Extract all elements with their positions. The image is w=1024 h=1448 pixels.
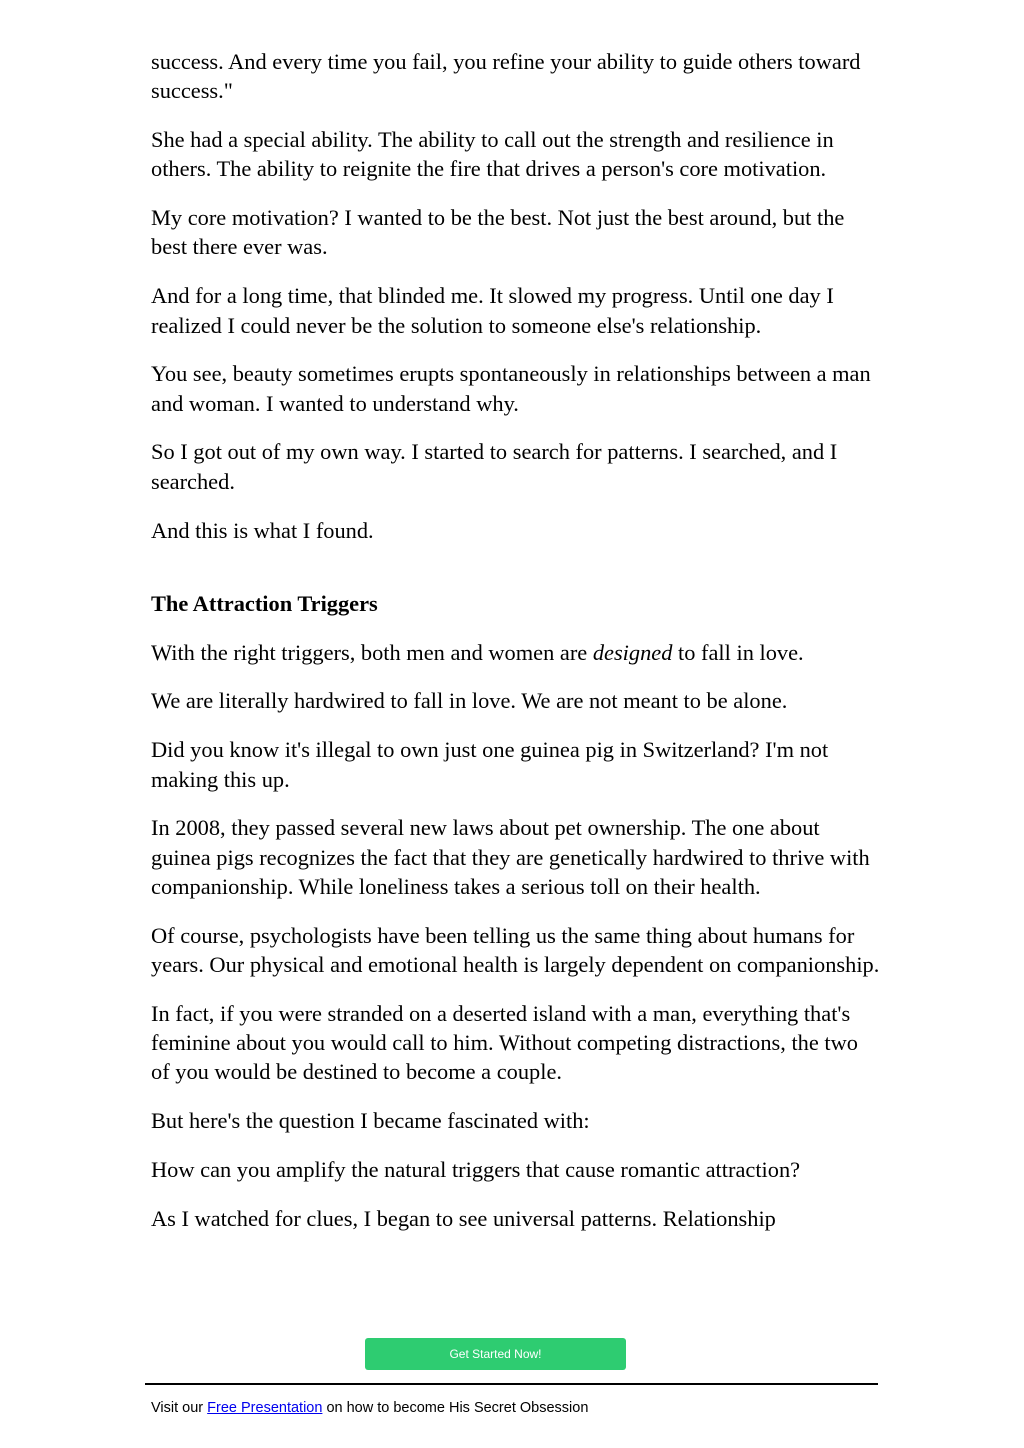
paragraph: In 2008, they passed several new laws about pet ownership. The one about guinea pigs recognizes the fact that they are genetically hardwired to thrive with companionship. While loneliness takes a serious toll on their health. <box>151 815 870 899</box>
paragraph-text: With the right triggers, both men and women are <box>151 639 593 665</box>
paragraph: As I watched for clues, I began to see universal patterns. Relationship <box>151 1205 776 1231</box>
paragraph: In fact, if you were stranded on a deserted island with a man, everything that's feminine about you would call to him. Without competing distractions, the two of you would be destined to become a couple. <box>151 1000 858 1085</box>
paragraph <box>151 638 881 667</box>
section-heading: The Attraction Triggers <box>151 590 378 616</box>
emphasis-text: designed <box>592 639 673 665</box>
paragraph: So I got out of my own way. I started to search for patterns. I searched, and I searched. <box>151 439 838 494</box>
free-presentation-link[interactable]: Free Presentation <box>207 1400 323 1416</box>
footer-prefix: Visit our <box>151 1400 208 1416</box>
article-body <box>151 47 881 1253</box>
cta-container <box>365 1338 626 1370</box>
paragraph: And for a long time, that blinded me. It slowed my progress. Until one day I realized I could never be the solution to someone else's relationship. <box>151 283 834 338</box>
paragraph: How can you amplify the natural triggers that cause romantic attraction? <box>151 1157 801 1183</box>
footer-divider <box>145 1383 878 1385</box>
get-started-button[interactable]: Get Started Now! <box>365 1338 626 1370</box>
paragraph: But here's the question I became fascinated with: <box>151 1108 590 1134</box>
paragraph: Did you know it's illegal to own just one guinea pig in Switzerland? I'm not making this up. <box>151 737 829 792</box>
paragraph: And this is what I found. <box>151 517 374 543</box>
paragraph: You see, beauty sometimes erupts spontaneously in relationships between a man and woman. I wanted to understand why. <box>151 361 871 416</box>
paragraph-text: to fall in love. <box>672 639 804 665</box>
footer <box>151 1399 588 1417</box>
paragraph: She had a special ability. The ability to call out the strength and resilience in others. The ability to reignite the fire that drives a person's core motivation. <box>151 127 834 182</box>
paragraph: success. And every time you fail, you refine your ability to guide others toward success." <box>151 49 861 104</box>
paragraph: We are literally hardwired to fall in love. We are not meant to be alone. <box>151 688 788 714</box>
footer-suffix: on how to become His Secret Obsession <box>322 1400 589 1416</box>
paragraph: Of course, psychologists have been telling us the same thing about humans for years. Our physical and emotional health is largely dependent on companionship. <box>151 922 880 978</box>
paragraph: My core motivation? I wanted to be the best. Not just the best around, but the best there ever was. <box>151 205 845 260</box>
